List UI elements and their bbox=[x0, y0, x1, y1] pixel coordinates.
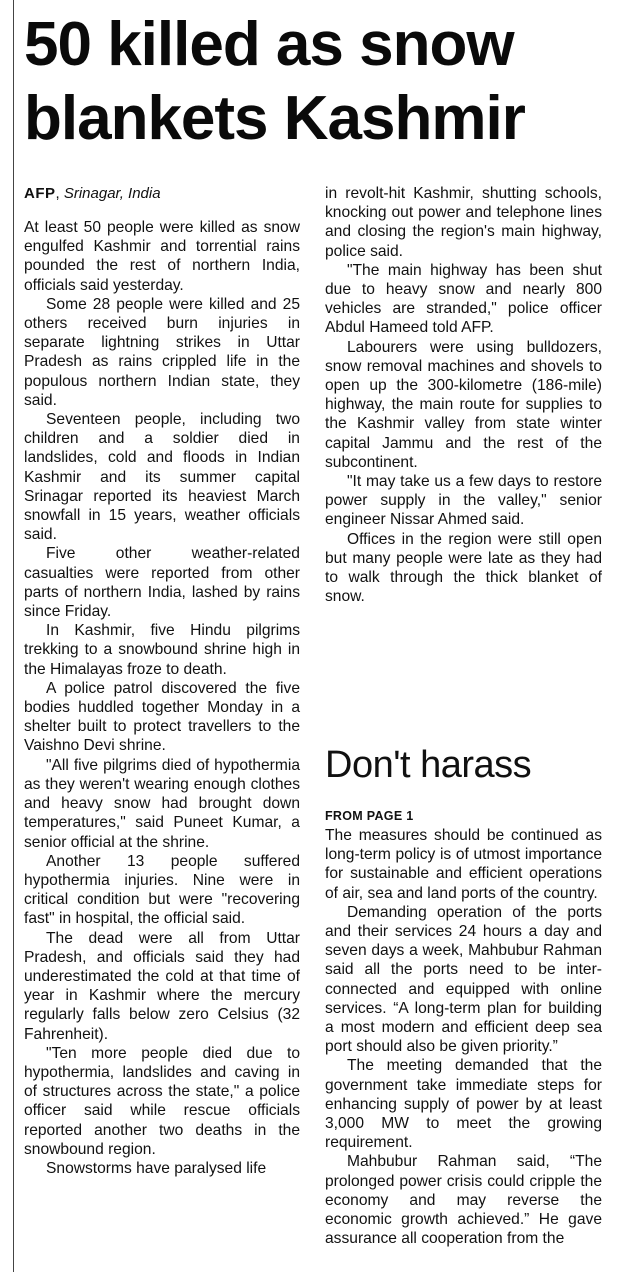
second-article-headline: Don't harass bbox=[325, 744, 532, 786]
article-column-right bbox=[325, 184, 602, 606]
paragraph: Another 13 people suffered hypothermia injuries. Nine were in critical condition but were "recovering fast" in hospital, the official said. bbox=[24, 852, 300, 928]
paragraph: A police patrol discovered the five bodies huddled together Monday in a shelter built to protect travellers to the Vaishno Devi shrine. bbox=[24, 679, 300, 755]
paragraph: "All five pilgrims died of hypothermia as they weren't wearing enough clothes and heavy snow had brought down temperatures," said Puneet Kumar, a senior official at the shrine. bbox=[24, 756, 300, 851]
paragraph: The measures should be continued as long-term policy is of utmost importance for sustainable and efficient operations of air, sea and land ports of the country. bbox=[325, 827, 602, 902]
paragraph: Offices in the region were still open but many people were late as they had to walk through the thick blanket of snow. bbox=[325, 530, 602, 606]
paragraph: Demanding operation of the ports and their services 24 hours a day and seven days a week, Mahbubur Rahman said all the ports need to be inter-connected and equipped with online services. “A long-term plan for building a most modern and efficient deep sea port should also be given priority.” bbox=[325, 903, 602, 1056]
paragraph: in revolt-hit Kashmir, shutting schools, knocking out power and telephone lines and closing the region's main highway, police said. bbox=[325, 185, 602, 260]
byline-agency: AFP bbox=[24, 185, 56, 202]
article-column-left bbox=[24, 184, 300, 1178]
paragraph: Snowstorms have paralysed life bbox=[46, 1159, 267, 1177]
paragraph: Seventeen people, including two children and a soldier died in landslides, cold and floods in Indian Kashmir and its summer capital Srinagar reported its heaviest March snowfall in 15 years, weather officials said. bbox=[24, 411, 300, 544]
paragraph: At least 50 people were killed as snow engulfed Kashmir and torrential rains pounded the rest of northern India, officials said yesterday. bbox=[24, 219, 300, 294]
byline: AFP, Srinagar, India bbox=[24, 185, 161, 202]
paragraph: "Ten more people died due to hypothermia, landslides and caving in of structures across the state," a police officer said while rescue officials reported another two deaths in the snowbound region. bbox=[24, 1044, 300, 1158]
article-headline: 50 killed as snow blankets Kashmir bbox=[24, 10, 525, 153]
from-page-label: FROM PAGE 1 bbox=[325, 809, 414, 823]
paragraph: Mahbubur Rahman said, “The prolonged power crisis could cripple the economy and may reverse the economic growth achieved.” He gave assurance all cooperation from the bbox=[325, 1153, 602, 1248]
column-rule bbox=[13, 0, 14, 1272]
byline-place: Srinagar, India bbox=[63, 185, 161, 202]
paragraph: The meeting demanded that the government take immediate steps for enhancing supply of power by at least 3,000 MW to meet the growing requirement. bbox=[325, 1057, 602, 1152]
paragraph: "It may take us a few days to restore power supply in the valley," senior engineer Nissar Ahmed said. bbox=[325, 473, 602, 529]
second-article-column bbox=[325, 808, 602, 1248]
paragraph: In Kashmir, five Hindu pilgrims trekking to a snowbound shrine high in the Himalayas froze to death. bbox=[24, 622, 300, 678]
paragraph: Five other weather-related casualties were reported from other parts of northern India, lashed by rains since Friday. bbox=[24, 545, 300, 621]
paragraph: Labourers were using bulldozers, snow removal machines and shovels to open up the 300-kilometre (186-mile) highway, the main route for supplies to the Kashmir valley from state winter capital Jammu and the rest of the subcontinent. bbox=[325, 338, 602, 471]
paragraph: Some 28 people were killed and 25 others received burn injuries in separate lightning strikes in Uttar Pradesh as rains crippled life in the populous northern Indian state, they said. bbox=[24, 295, 300, 409]
paragraph: The dead were all from Uttar Pradesh, and officials said they had underestimated the cold at that time of year in Kashmir where the mercury regularly falls below zero Celsius (32 Fahrenheit). bbox=[24, 929, 300, 1043]
paragraph: "The main highway has been shut due to heavy snow and nearly 800 vehicles are stranded," police officer Abdul Hameed told AFP. bbox=[325, 261, 602, 337]
